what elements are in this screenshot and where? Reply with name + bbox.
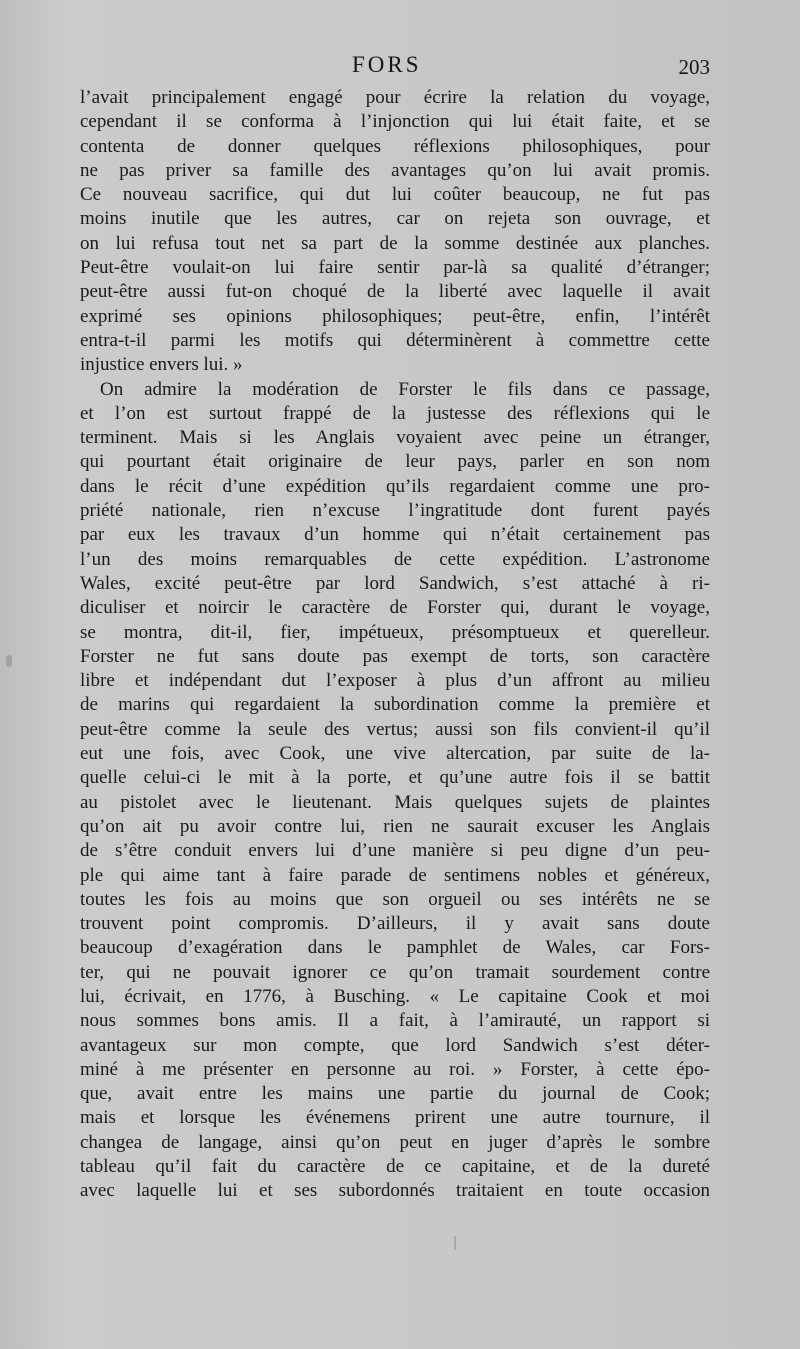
text-line: entra-t-il parmi les motifs qui déterminèrent à commettre cette xyxy=(80,329,710,351)
text-line: toutes les fois au moins que son orgueil ou ses intérêts ne se xyxy=(80,888,710,910)
text-line: eut une fois, avec Cook, une vive altercation, par suite de la- xyxy=(80,743,710,765)
text-line: moins inutile que les autres, car on rejeta son ouvrage, et xyxy=(80,208,710,230)
text-line: que, avait entre les mains une partie du journal de Cook; xyxy=(80,1083,710,1105)
text-line: ple qui aime tant à faire parade de sentimens nobles et généreux, xyxy=(80,864,710,886)
text-line: mais et lorsque les événemens prirent une autre tournure, il xyxy=(80,1107,710,1129)
text-line: changea de langage, ainsi qu’on peut en juger d’après le sombre xyxy=(80,1131,710,1153)
text-line: de s’être conduit envers lui d’une manière si peu digne d’un peu- xyxy=(80,840,710,862)
text-line: par eux les travaux d’un homme qui n’était certainement pas xyxy=(80,524,710,546)
text-line: on lui refusa tout net sa part de la somme destinée aux planches. xyxy=(80,232,710,254)
text-line: trouvent point compromis. D’ailleurs, il y avait sans doute xyxy=(80,913,710,935)
text-line: Peut-être voulait-on lui faire sentir par-là sa qualité d’étranger; xyxy=(80,257,710,279)
text-line: qu’on ait pu avoir contre lui, rien ne saurait excuser les Anglais xyxy=(80,815,710,837)
text-line: Wales, excité peut-être par lord Sandwich, s’est attaché à ri- xyxy=(80,572,710,594)
text-line: miné à me présenter en personne au roi. » Forster, à cette épo- xyxy=(80,1058,710,1080)
text-line: l’un des moins remarquables de cette expédition. L’astronome xyxy=(80,548,710,570)
text-line: beaucoup d’exagération dans le pamphlet de Wales, car Fors- xyxy=(80,937,710,959)
text-line: dans le récit d’une expédition qu’ils regardaient comme une pro- xyxy=(80,475,710,497)
text-line: quelle celui-ci le mit à la porte, et qu’une autre fois il se battit xyxy=(80,767,710,789)
paragraph-start-line: On admire la modération de Forster le fils dans ce passage, xyxy=(100,378,710,400)
text-line: Forster ne fut sans doute pas exempt de torts, son caractère xyxy=(80,645,710,667)
text-line: l’avait principalement engagé pour écrire la relation du voyage, xyxy=(80,87,710,108)
text-line: se montra, dit-il, fier, impétueux, présomptueux et querelleur. xyxy=(80,621,710,643)
text-line: Ce nouveau sacrifice, qui dut lui coûter beaucoup, ne fut pas xyxy=(80,184,710,206)
running-head xyxy=(0,52,800,86)
paragraph-end-line: injustice envers lui. » xyxy=(80,354,243,376)
text-line: avantageux sur mon compte, que lord Sandwich s’est déter- xyxy=(80,1034,710,1056)
text-line: de marins qui regardaient la subordination comme la première et xyxy=(80,694,710,716)
page-fold-mark xyxy=(454,1236,456,1250)
text-line: exprimé ses opinions philosophiques; peut-être, enfin, l’intérêt xyxy=(80,305,710,327)
text-line: terminent. Mais si les Anglais voyaient avec peine un étranger, xyxy=(80,427,710,449)
text-line: priété nationale, rien n’excuse l’ingratitude dont furent payés xyxy=(80,500,710,522)
text-line: cependant il se conforma à l’injonction qui lui était faite, et se xyxy=(80,111,710,133)
margin-ink-mark xyxy=(6,655,12,667)
running-title: FORS xyxy=(352,52,422,77)
text-line: nous sommes bons amis. Il a fait, à l’amirauté, un rapport si xyxy=(80,1010,710,1032)
text-line: tableau qu’il fait du caractère de ce capitaine, et de la dureté xyxy=(80,1156,710,1178)
text-line: peut-être comme la seule des vertus; aussi son fils convient-il qu’il xyxy=(80,718,710,740)
text-line: et l’on est surtout frappé de la justesse des réflexions qui le xyxy=(80,402,710,424)
text-line: libre et indépendant dut l’exposer à plus d’un affront au milieu xyxy=(80,670,710,692)
text-line: avec laquelle lui et ses subordonnés traitaient en toute occasion xyxy=(80,1180,710,1202)
text-line: lui, écrivait, en 1776, à Busching. « Le capitaine Cook et moi xyxy=(80,985,710,1007)
text-line: qui pourtant était originaire de leur pays, parler en son nom xyxy=(80,451,710,473)
text-line: ne pas priver sa famille des avantages qu’on lui avait promis. xyxy=(80,159,710,181)
text-line: contenta de donner quelques réflexions philosophiques, pour xyxy=(80,135,710,157)
text-line: diculiser et noircir le caractère de Forster qui, durant le voyage, xyxy=(80,597,710,619)
text-line: peut-être aussi fut-on choqué de la liberté avec laquelle il avait xyxy=(80,281,710,303)
page-number: 203 xyxy=(678,55,710,79)
body-text xyxy=(80,86,710,1204)
text-line: ter, qui ne pouvait ignorer ce qu’on tramait sourdement contre xyxy=(80,961,710,983)
text-line: au pistolet avec le lieutenant. Mais quelques sujets de plaintes xyxy=(80,791,710,813)
